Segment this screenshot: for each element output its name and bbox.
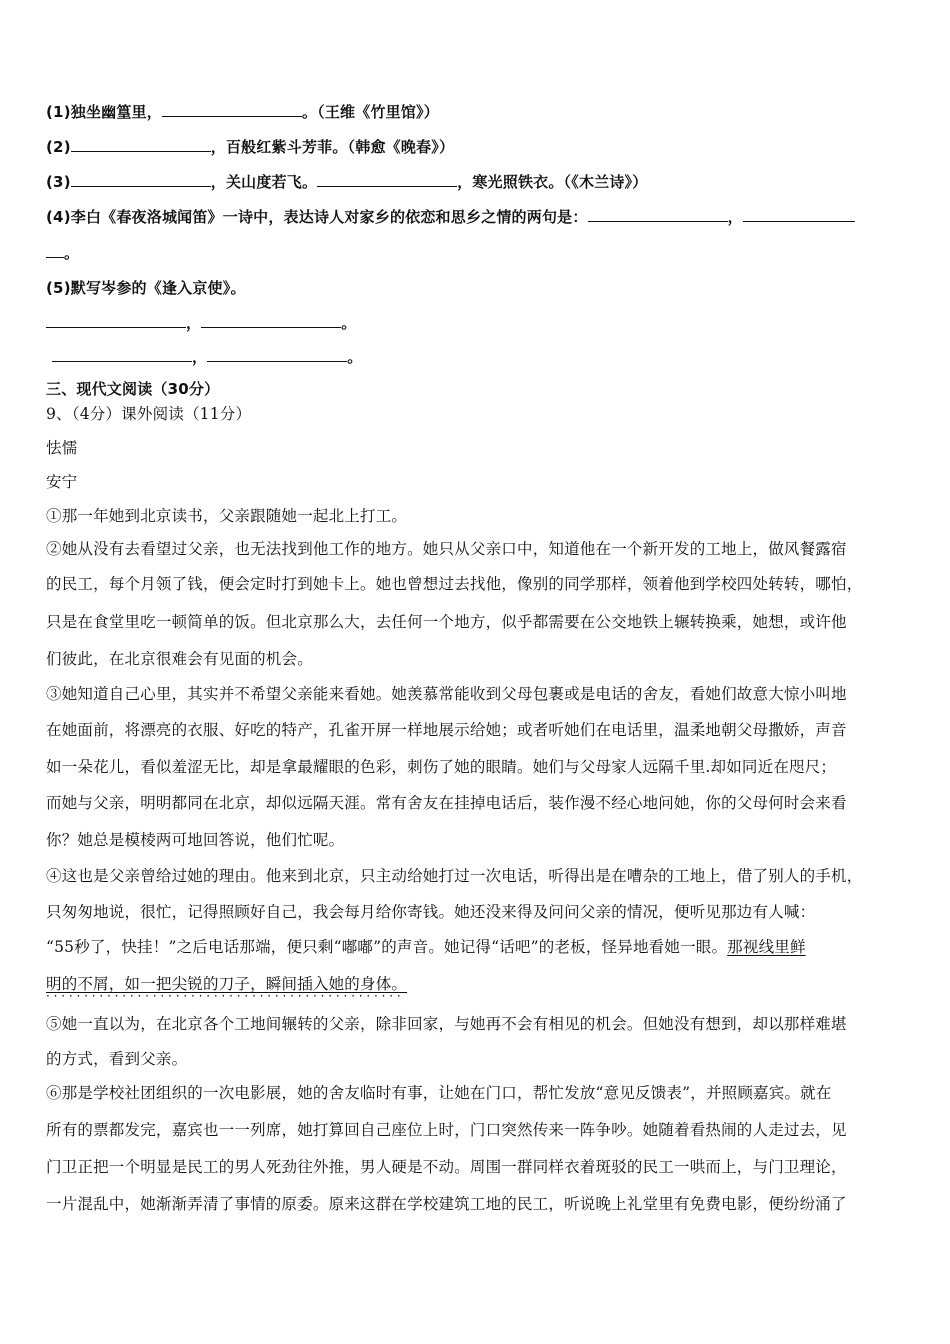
article-line: 门卫正把一个明显是民工的男人死劲往外推，男人硬是不动。周围一群同样衣着斑驳的民工一哄而上，与门卫理论， xyxy=(46,1158,847,1176)
q4-prompt: (4)李白《春夜洛城闻笛》一诗中，表达诗人对家乡的依恋和思乡之情的两句是： xyxy=(46,208,588,226)
q5-comma-1: ， xyxy=(186,314,202,332)
underlined-sentence-start: 那视线里鲜 xyxy=(727,938,806,956)
fill-in-q5 xyxy=(46,277,246,298)
article-line: 而她与父亲，明明都同在北京，却似远隔天涯。常有舍友在挂掉电话后，装作漫不经心地问她，你的父母何时会来看 xyxy=(46,794,847,812)
fill-in-q3 xyxy=(46,171,647,192)
article-line: 的民工，每个月领了钱，便会定时打到她卡上。她也曾想过去找他，像别的同学那样，领着他到学校四处转转，哪怕， xyxy=(46,575,863,593)
q3-answer-blank-2[interactable] xyxy=(317,172,457,187)
q1-suffix: 。（王维《竹里馆》） xyxy=(301,103,439,121)
q5-answer-blank-2[interactable] xyxy=(201,313,341,328)
q4-end: 。 xyxy=(64,244,80,262)
q4-answer-blank-2[interactable] xyxy=(743,207,855,222)
fill-in-q1 xyxy=(46,101,439,122)
q5-line-1 xyxy=(46,312,356,333)
q4-answer-blank-1[interactable] xyxy=(588,207,728,222)
fill-in-q2 xyxy=(46,136,454,157)
article-title: 怯懦 xyxy=(46,439,78,457)
q5-end-2: 。 xyxy=(347,348,363,366)
q4-comma: ， xyxy=(727,208,743,226)
q5-prompt: (5)默写岑参的《逢入京使》。 xyxy=(46,279,246,297)
article-line: ③她知道自己心里，其实并不希望父亲能来看她。她羡慕常能收到父母包裹或是电话的舍友，看她们故意大惊小叫地 xyxy=(46,685,847,703)
q3-number: (3) xyxy=(46,173,71,191)
article-line: 们彼此，在北京很难会有见面的机会。 xyxy=(46,650,313,668)
q4-answer-blank-2-cont[interactable] xyxy=(46,243,64,258)
q2-answer-blank[interactable] xyxy=(71,137,211,152)
article-line: 你？她总是模棱两可地回答说，他们忙呢。 xyxy=(46,831,345,849)
q3-suffix: ，寒光照铁衣。（《木兰诗》） xyxy=(457,173,648,191)
article-line: ④这也是父亲曾给过她的理由。他来到北京，只主动给她打过一次电话，听得出是在嘈杂的工地上，借了别人的手机， xyxy=(46,867,863,885)
q3-answer-blank-1[interactable] xyxy=(71,172,211,187)
underlined-sentence: 明的不屑，如一把尖锐的刀子，瞬间插入她的身体。 xyxy=(46,975,408,993)
q2-suffix: ，百般红紫斗芳菲。（韩愈《晚春》） xyxy=(210,138,455,156)
section-title: 三、现代文阅读（30分） xyxy=(46,380,220,398)
article-line: ①那一年她到北京读书，父亲跟随她一起北上打工。 xyxy=(46,507,408,525)
article-line-with-underline xyxy=(46,935,806,957)
q5-answer-blank-3[interactable] xyxy=(52,347,192,362)
article-line: ⑥那是学校社团组织的一次电影展，她的舍友临时有事，让她在门口，帮忙发放“意见反馈表”，并照顾嘉宾。就在 xyxy=(46,1084,832,1102)
article-line: 在她面前，将漂亮的衣服、好吃的特产，孔雀开屏一样地展示给她；或者听她们在电话里，温柔地朝父母撒娇，声音 xyxy=(46,721,847,739)
q2-number: (2) xyxy=(46,138,71,156)
article-line: 如一朵花儿，看似羞涩无比，却是拿最耀眼的色彩，刺伤了她的眼睛。她们与父母家人远隔千里.却如同近在咫尺； xyxy=(46,758,837,776)
article-line: ②她从没有去看望过父亲，也无法找到他工作的地方。她只从父亲口中，知道他在一个新开发的工地上，做风餐露宿 xyxy=(46,540,847,558)
article-line-text: “55秒了，快挂！”之后电话那端，便只剩“嘟嘟”的声音。她记得“话吧”的老板，怪异地看她一眼。 xyxy=(46,938,728,956)
q1-number: (1) xyxy=(46,103,71,121)
article-line: 只匆匆地说，很忙，记得照顾好自己，我会每月给你寄钱。她还没来得及问问父亲的情况，便听见那边有人喊： xyxy=(46,903,816,921)
question-9-label: 9、（4分）课外阅读（11分） xyxy=(46,405,252,423)
q5-comma-2: ， xyxy=(192,348,208,366)
fill-in-q4 xyxy=(46,206,855,227)
article-line: 所有的票都发完，嘉宾也一一列席，她打算回自己座位上时，门口突然传来一阵争吵。她随着看热闹的人走过去，见 xyxy=(46,1121,847,1139)
q1-prefix: 独坐幽篁里， xyxy=(70,103,162,121)
q5-line-2 xyxy=(52,346,362,367)
article-line: 的方式，看到父亲。 xyxy=(46,1050,188,1068)
fill-in-q4-continued xyxy=(46,242,79,263)
q3-middle: ，关山度若飞。 xyxy=(210,173,318,191)
q1-answer-blank[interactable] xyxy=(162,102,302,117)
article-line: 一片混乱中，她渐渐弄清了事情的原委。原来这群在学校建筑工地的民工，听说晚上礼堂里有免费电影，便纷纷涌了 xyxy=(46,1195,847,1213)
emphasis-dots: · · · · · · · · · · · · · · · · · · · · · · · · · · · · · · · · · · · · · · · · · · · · · · · xyxy=(46,989,401,1003)
article-line: ⑤她一直以为，在北京各个工地间辗转的父亲，除非回家，与她再不会有相见的机会。但她没有想到，却以那样难堪 xyxy=(46,1015,847,1033)
q5-end-1: 。 xyxy=(341,314,357,332)
article-line: 只是在食堂里吃一顿简单的饭。但北京那么大，去任何一个地方，似乎都需要在公交地铁上辗转换乘，她想，或许他 xyxy=(46,613,847,631)
article-author: 安宁 xyxy=(46,473,78,491)
q5-answer-blank-1[interactable] xyxy=(46,313,186,328)
q5-answer-blank-4[interactable] xyxy=(207,347,347,362)
